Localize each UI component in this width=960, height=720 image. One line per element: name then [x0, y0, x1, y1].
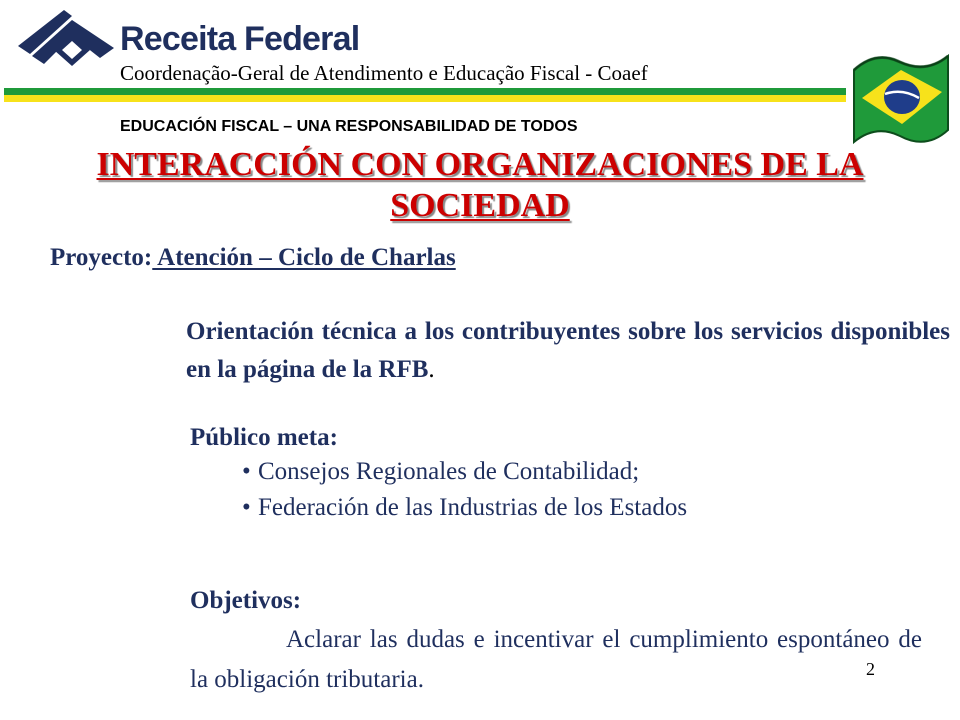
- project-line: [50, 243, 456, 273]
- orientation-end-mark: .: [428, 356, 435, 383]
- list-item: [242, 490, 687, 526]
- orientation-text: Orientación técnica a los contribuyentes sobre los servicios disponibles en la página de la RFB: [186, 318, 950, 383]
- brand-subtitle: Coordenação-Geral de Atendimento e Educação Fiscal - Coaef: [120, 61, 648, 85]
- project-value: Atención – Ciclo de Charlas: [152, 244, 456, 271]
- brazil-flag-icon: [846, 46, 954, 156]
- receita-federal-emblem-icon: [14, 6, 118, 70]
- target-audience-label: Público meta:: [190, 424, 338, 451]
- brand-name: Receita Federal: [120, 20, 360, 58]
- slide-tagline: EDUCACIÓN FISCAL – UNA RESPONSABILIDAD DE TODOS: [120, 118, 578, 135]
- header-stripe-yellow: [4, 95, 846, 102]
- target-audience-list: [242, 454, 687, 526]
- objectives-label: Objetivos:: [190, 587, 302, 614]
- list-item-text: Federación de las Industrias de los Estados: [258, 494, 688, 521]
- orientation-paragraph: [186, 313, 950, 389]
- objectives-text: Aclarar las dudas e incentivar el cumplimiento espontáneo de la obligación tributaria.: [190, 626, 922, 693]
- slide-title: INTERACCIÓN CON ORGANIZACIONES DE LA SOCIEDAD: [96, 146, 864, 224]
- project-label: Proyecto:: [50, 244, 153, 271]
- list-item: [242, 454, 687, 490]
- list-item-text: Consejos Regionales de Contabilidad;: [258, 458, 640, 485]
- page-number: 2: [866, 659, 875, 679]
- header-stripe-green: [4, 88, 846, 95]
